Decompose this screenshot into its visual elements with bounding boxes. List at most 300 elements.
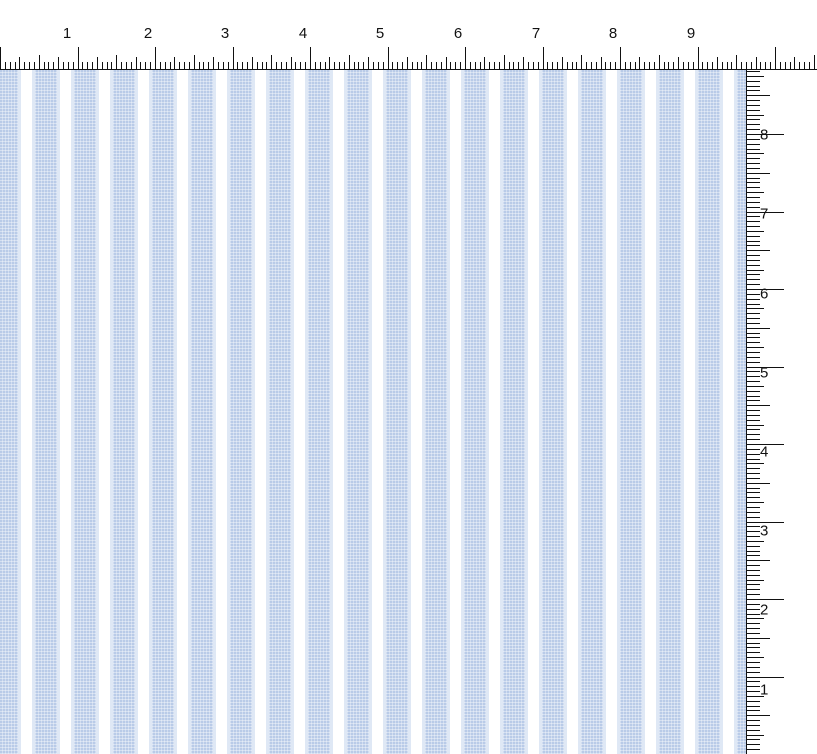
ruler-minor-tick: [547, 62, 548, 69]
ruler-label-horizontal: 7: [531, 25, 541, 42]
fabric-stripe: [113, 70, 135, 754]
ruler-label-horizontal: 8: [608, 25, 618, 42]
ruler-minor-tick: [746, 536, 760, 537]
ruler-minor-tick: [339, 62, 340, 69]
ruler-minor-tick: [363, 62, 364, 69]
ruler-major-tick: [155, 47, 156, 69]
ruler-minor-tick: [315, 62, 316, 69]
ruler-minor-tick: [746, 381, 760, 382]
ruler-minor-tick: [746, 551, 760, 552]
ruler-minor-tick: [160, 62, 161, 69]
ruler-minor-tick: [790, 62, 791, 69]
ruler-minor-tick: [746, 672, 760, 673]
ruler-minor-tick: [407, 57, 408, 69]
ruler-minor-tick: [480, 62, 481, 69]
ruler-minor-tick: [746, 182, 760, 183]
ruler-minor-tick: [746, 691, 760, 692]
fabric-stripe-edge: [642, 70, 645, 754]
ruler-minor-tick: [727, 62, 728, 69]
ruler-minor-tick: [412, 62, 413, 69]
ruler-minor-tick: [746, 299, 760, 300]
ruler-label-vertical: 4: [760, 443, 769, 461]
ruler-minor-tick: [107, 62, 108, 69]
ruler-minor-tick: [334, 62, 335, 69]
fabric-stripe-edge: [252, 70, 255, 754]
ruler-minor-tick: [475, 62, 476, 69]
ruler-minor-tick: [746, 371, 760, 372]
ruler-minor-tick: [746, 507, 760, 508]
ruler-minor-tick: [276, 62, 277, 69]
ruler-minor-tick: [746, 541, 764, 542]
ruler-minor-tick: [184, 62, 185, 69]
ruler-minor-tick: [746, 236, 760, 237]
ruler-minor-tick: [746, 420, 760, 421]
ruler-major-tick: [775, 47, 776, 69]
ruler-label-horizontal: 1: [62, 25, 72, 42]
ruler-minor-tick: [746, 173, 770, 174]
ruler-minor-tick: [746, 739, 760, 740]
ruler-minor-tick: [746, 260, 760, 261]
ruler-minor-tick: [223, 62, 224, 69]
ruler-minor-tick: [19, 57, 20, 69]
ruler-minor-tick: [97, 57, 98, 69]
ruler-minor-tick: [741, 62, 742, 69]
ruler-minor-tick: [194, 55, 195, 69]
vertical-ruler-baseline: [746, 70, 747, 754]
ruler-minor-tick: [746, 187, 760, 188]
ruler-minor-tick: [751, 62, 752, 69]
ruler-minor-tick: [102, 62, 103, 69]
ruler-minor-tick: [746, 531, 760, 532]
ruler-major-tick: [746, 599, 784, 600]
ruler-minor-tick: [746, 158, 760, 159]
ruler-minor-tick: [746, 686, 760, 687]
fabric-stripe-edge: [330, 70, 333, 754]
ruler-minor-tick: [760, 62, 761, 69]
vertical-ruler: [746, 70, 817, 754]
fabric-stripe-core: [347, 70, 369, 754]
ruler-minor-tick: [605, 62, 606, 69]
ruler-minor-tick: [746, 662, 760, 663]
ruler-minor-tick: [746, 546, 760, 547]
ruler-minor-tick: [712, 62, 713, 69]
ruler-minor-tick: [785, 62, 786, 69]
ruler-minor-tick: [586, 62, 587, 69]
ruler-minor-tick: [121, 62, 122, 69]
fabric-stripe-edge: [96, 70, 99, 754]
ruler-minor-tick: [349, 55, 350, 69]
ruler-minor-tick: [170, 62, 171, 69]
ruler-minor-tick: [746, 139, 760, 140]
ruler-minor-tick: [562, 57, 563, 69]
ruler-minor-tick: [746, 304, 760, 305]
ruler-minor-tick: [746, 129, 760, 130]
ruler-minor-tick: [552, 62, 553, 69]
ruler-minor-tick: [533, 62, 534, 69]
ruler-minor-tick: [320, 62, 321, 69]
ruler-minor-tick: [136, 57, 137, 69]
ruler-minor-tick: [649, 62, 650, 69]
ruler-minor-tick: [378, 62, 379, 69]
ruler-minor-tick: [746, 391, 760, 392]
ruler-minor-tick: [746, 95, 770, 96]
ruler-minor-tick: [746, 492, 760, 493]
ruler-minor-tick: [746, 439, 760, 440]
ruler-minor-tick: [746, 425, 764, 426]
ruler-minor-tick: [746, 105, 760, 106]
ruler-minor-tick: [746, 623, 760, 624]
ruler-minor-tick: [746, 633, 760, 634]
ruler-minor-tick: [746, 652, 760, 653]
ruler-minor-tick: [179, 62, 180, 69]
fabric-stripe: [503, 70, 525, 754]
ruler-minor-tick: [213, 57, 214, 69]
ruler-minor-tick: [664, 62, 665, 69]
ruler-minor-tick: [688, 62, 689, 69]
ruler-minor-tick: [34, 62, 35, 69]
ruler-minor-tick: [557, 62, 558, 69]
ruler-minor-tick: [518, 62, 519, 69]
ruler-minor-tick: [116, 55, 117, 69]
ruler-minor-tick: [572, 62, 573, 69]
ruler-label-vertical: 1: [760, 681, 769, 699]
ruler-major-tick: [78, 47, 79, 69]
ruler-minor-tick: [746, 124, 760, 125]
ruler-minor-tick: [746, 468, 760, 469]
fabric-stripe: [698, 70, 720, 754]
ruler-minor-tick: [659, 55, 660, 69]
ruler-minor-tick: [746, 357, 760, 358]
ruler-minor-tick: [48, 62, 49, 69]
ruler-minor-tick: [567, 62, 568, 69]
ruler-minor-tick: [208, 62, 209, 69]
fabric-stripe: [35, 70, 57, 754]
ruler-minor-tick: [707, 62, 708, 69]
ruler-minor-tick: [746, 342, 760, 343]
fabric-stripe-edge: [603, 70, 606, 754]
ruler-minor-tick: [145, 62, 146, 69]
ruler-minor-tick: [455, 62, 456, 69]
ruler-minor-tick: [174, 57, 175, 69]
ruler-minor-tick: [746, 100, 760, 101]
ruler-minor-tick: [678, 57, 679, 69]
ruler-major-tick: [0, 47, 1, 69]
ruler-label-vertical: 5: [760, 364, 769, 382]
ruler-minor-tick: [446, 57, 447, 69]
ruler-minor-tick: [746, 575, 760, 576]
ruler-minor-tick: [150, 62, 151, 69]
ruler-label-horizontal: 4: [298, 25, 308, 42]
ruler-minor-tick: [509, 62, 510, 69]
ruler-minor-tick: [15, 62, 16, 69]
ruler-minor-tick: [615, 62, 616, 69]
ruler-minor-tick: [625, 62, 626, 69]
ruler-minor-tick: [746, 749, 760, 750]
ruler-minor-tick: [746, 231, 764, 232]
ruler-minor-tick: [746, 279, 760, 280]
ruler-minor-tick: [368, 57, 369, 69]
ruler-minor-tick: [746, 318, 760, 319]
fabric-stripe: [425, 70, 447, 754]
fabric-stripe: [191, 70, 213, 754]
ruler-minor-tick: [24, 62, 25, 69]
ruler-minor-tick: [746, 478, 760, 479]
fabric-stripe-core: [35, 70, 57, 754]
ruler-minor-tick: [746, 71, 760, 72]
fabric-stripe-core: [542, 70, 564, 754]
ruler-minor-tick: [523, 57, 524, 69]
ruler-minor-tick: [746, 502, 764, 503]
ruler-minor-tick: [111, 62, 112, 69]
fabric-stripe-core: [737, 70, 746, 754]
ruler-minor-tick: [746, 207, 760, 208]
fabric-stripe-core: [308, 70, 330, 754]
ruler-minor-tick: [702, 62, 703, 69]
ruler-minor-tick: [92, 62, 93, 69]
ruler-minor-tick: [431, 62, 432, 69]
ruler-minor-tick: [693, 62, 694, 69]
ruler-minor-tick: [746, 241, 760, 242]
ruler-minor-tick: [639, 57, 640, 69]
ruler-minor-tick: [746, 76, 764, 77]
ruler-minor-tick: [746, 119, 760, 120]
ruler-minor-tick: [794, 57, 795, 69]
ruler-minor-tick: [746, 410, 760, 411]
ruler-minor-tick: [746, 163, 760, 164]
ruler-minor-tick: [262, 62, 263, 69]
ruler-minor-tick: [189, 62, 190, 69]
ruler-minor-tick: [756, 57, 757, 69]
ruler-minor-tick: [165, 62, 166, 69]
ruler-minor-tick: [252, 57, 253, 69]
ruler-minor-tick: [29, 62, 30, 69]
ruler-minor-tick: [746, 715, 770, 716]
ruler-minor-tick: [44, 62, 45, 69]
ruler-minor-tick: [441, 62, 442, 69]
ruler-minor-tick: [746, 81, 760, 82]
ruler-minor-tick: [203, 62, 204, 69]
fabric-stripe-core: [503, 70, 525, 754]
ruler-minor-tick: [305, 62, 306, 69]
ruler-minor-tick: [746, 255, 760, 256]
ruler-minor-tick: [746, 580, 764, 581]
ruler-minor-tick: [746, 497, 760, 498]
ruler-minor-tick: [746, 265, 760, 266]
fabric-stripe: [308, 70, 330, 754]
ruler-minor-tick: [746, 110, 760, 111]
ruler-minor-tick: [266, 62, 267, 69]
ruler-minor-tick: [286, 62, 287, 69]
ruler-minor-tick: [417, 62, 418, 69]
ruler-minor-tick: [10, 62, 11, 69]
ruler-minor-tick: [746, 202, 760, 203]
ruler-minor-tick: [746, 647, 760, 648]
fabric-stripe: [737, 70, 746, 754]
fabric-stripe-edge: [213, 70, 216, 754]
ruler-minor-tick: [87, 62, 88, 69]
ruler-minor-tick: [576, 62, 577, 69]
ruler-minor-tick: [538, 62, 539, 69]
ruler-minor-tick: [780, 62, 781, 69]
ruler-minor-tick: [421, 62, 422, 69]
ruler-minor-tick: [746, 459, 760, 460]
ruler-minor-tick: [746, 638, 770, 639]
ruler-minor-tick: [126, 62, 127, 69]
ruler-minor-tick: [746, 483, 770, 484]
fabric-stripe: [269, 70, 291, 754]
ruler-minor-tick: [218, 62, 219, 69]
fabric-stripe: [659, 70, 681, 754]
ruler-minor-tick: [746, 701, 760, 702]
ruler-minor-tick: [746, 415, 760, 416]
ruler-minor-tick: [746, 628, 760, 629]
fabric-stripe: [542, 70, 564, 754]
ruler-minor-tick: [746, 744, 760, 745]
ruler-minor-tick: [291, 57, 292, 69]
ruler-minor-tick: [383, 62, 384, 69]
ruler-minor-tick: [746, 725, 760, 726]
ruler-minor-tick: [746, 226, 760, 227]
fabric-stripe-core: [425, 70, 447, 754]
ruler-minor-tick: [746, 245, 760, 246]
fabric-stripe: [581, 70, 603, 754]
ruler-minor-tick: [635, 62, 636, 69]
ruler-minor-tick: [746, 488, 760, 489]
ruler-minor-tick: [746, 328, 770, 329]
fabric-stripe-edge: [18, 70, 21, 754]
ruler-minor-tick: [199, 62, 200, 69]
fabric-stripe-edge: [525, 70, 528, 754]
fabric-stripe-edge: [408, 70, 411, 754]
ruler-minor-tick: [140, 62, 141, 69]
ruler-minor-tick: [53, 62, 54, 69]
ruler-minor-tick: [746, 512, 760, 513]
fabric-stripe-core: [581, 70, 603, 754]
ruler-minor-tick: [746, 463, 764, 464]
ruler-minor-tick: [722, 62, 723, 69]
ruler-minor-tick: [746, 250, 770, 251]
ruler-minor-tick: [746, 362, 760, 363]
ruler-minor-tick: [746, 270, 764, 271]
ruler-major-tick: [543, 47, 544, 69]
ruler-minor-tick: [504, 55, 505, 69]
fabric-stripe: [0, 70, 18, 754]
ruler-minor-tick: [746, 168, 760, 169]
ruler-minor-tick: [746, 62, 747, 69]
ruler-minor-tick: [746, 643, 760, 644]
ruler-label-horizontal: 5: [375, 25, 385, 42]
fabric-stripe-core: [698, 70, 720, 754]
ruler-minor-tick: [746, 313, 760, 314]
ruler-minor-tick: [746, 308, 764, 309]
ruler-major-tick: [388, 47, 389, 69]
ruler-minor-tick: [450, 62, 451, 69]
ruler-minor-tick: [63, 62, 64, 69]
ruler-minor-tick: [630, 62, 631, 69]
ruler-major-tick: [620, 47, 621, 69]
ruler-minor-tick: [58, 57, 59, 69]
ruler-minor-tick: [746, 284, 760, 285]
fabric-stripe: [620, 70, 642, 754]
ruler-minor-tick: [746, 333, 760, 334]
ruler-minor-tick: [300, 62, 301, 69]
ruler-minor-tick: [39, 55, 40, 69]
ruler-minor-tick: [770, 62, 771, 69]
ruler-minor-tick: [814, 55, 815, 69]
ruler-minor-tick: [746, 434, 760, 435]
ruler-minor-tick: [596, 62, 597, 69]
ruler-minor-tick: [746, 449, 760, 450]
ruler-minor-tick: [484, 57, 485, 69]
ruler-minor-tick: [746, 347, 764, 348]
ruler-minor-tick: [746, 730, 760, 731]
ruler-minor-tick: [591, 62, 592, 69]
ruler-minor-tick: [5, 62, 6, 69]
ruler-minor-tick: [581, 55, 582, 69]
ruler-minor-tick: [247, 62, 248, 69]
ruler-minor-tick: [610, 62, 611, 69]
fabric-stripe: [152, 70, 174, 754]
fabric-stripe-edge: [564, 70, 567, 754]
ruler-minor-tick: [392, 62, 393, 69]
ruler-minor-tick: [746, 667, 760, 668]
fabric-stripe: [347, 70, 369, 754]
ruler-major-tick: [233, 47, 234, 69]
ruler-minor-tick: [746, 90, 760, 91]
ruler-minor-tick: [82, 62, 83, 69]
ruler-minor-tick: [460, 62, 461, 69]
fabric-stripe-core: [269, 70, 291, 754]
fabric-stripe: [74, 70, 96, 754]
ruler-minor-tick: [499, 62, 500, 69]
ruler-minor-tick: [601, 57, 602, 69]
fabric-stripe-core: [230, 70, 252, 754]
ruler-minor-tick: [344, 62, 345, 69]
ruler-minor-tick: [242, 62, 243, 69]
fabric-stripe-core: [191, 70, 213, 754]
ruler-minor-tick: [237, 62, 238, 69]
fabric-stripe-core: [464, 70, 486, 754]
ruler-minor-tick: [746, 570, 760, 571]
fabric-stripe-edge: [135, 70, 138, 754]
ruler-minor-tick: [809, 62, 810, 69]
ruler-minor-tick: [358, 62, 359, 69]
ruler-label-vertical: 7: [760, 205, 769, 223]
ruler-minor-tick: [746, 337, 760, 338]
ruler-minor-tick: [683, 62, 684, 69]
fabric-stripe-edge: [57, 70, 60, 754]
ruler-minor-tick: [746, 274, 760, 275]
ruler-minor-tick: [746, 153, 764, 154]
ruler-minor-tick: [746, 565, 760, 566]
fabric-swatch: [0, 70, 746, 754]
ruler-minor-tick: [228, 62, 229, 69]
ruler-minor-tick: [402, 62, 403, 69]
ruler-minor-tick: [746, 681, 760, 682]
fabric-stripe: [230, 70, 252, 754]
ruler-minor-tick: [746, 657, 764, 658]
ruler-minor-tick: [746, 594, 760, 595]
ruler-major-tick: [746, 677, 784, 678]
ruler-minor-tick: [354, 62, 355, 69]
fabric-stripe-edge: [174, 70, 177, 754]
ruler-minor-tick: [746, 192, 764, 193]
ruler-minor-tick: [746, 144, 760, 145]
ruler-minor-tick: [257, 62, 258, 69]
ruler-label-horizontal: 2: [143, 25, 153, 42]
fabric-stripe-core: [659, 70, 681, 754]
ruler-minor-tick: [746, 405, 770, 406]
